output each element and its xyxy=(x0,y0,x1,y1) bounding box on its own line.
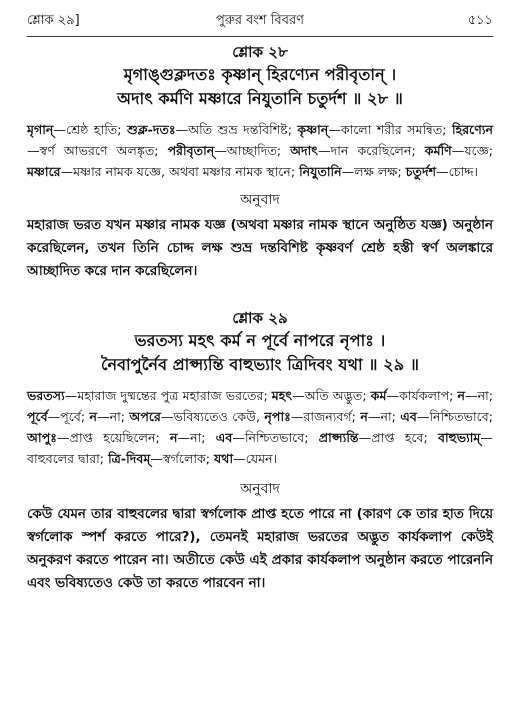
gloss-term: বাহুভ্যাম্ xyxy=(438,430,481,445)
gloss-meaning: —স্বর্গলোক; xyxy=(150,451,215,466)
gloss-term: নিযুতানি xyxy=(299,164,342,179)
gloss-term: মহৎ xyxy=(271,388,293,403)
gloss-term: ন xyxy=(360,409,368,424)
header-verse-ref: শ্লোক ২৯] xyxy=(27,13,80,28)
gloss-term: ন xyxy=(169,430,178,445)
gloss-term: যথা xyxy=(214,451,234,466)
gloss-meaning: —মষ্ণার নামক যজ্ঞে, অথবা মষ্ণার নামক স্থানে; xyxy=(60,164,300,179)
gloss-term: মৃগান্ xyxy=(27,122,54,137)
gloss-meaning: —না; xyxy=(367,409,401,424)
gloss-term: পূর্বে xyxy=(27,409,48,424)
gloss-meaning: —বাহুবলের দ্বারা; xyxy=(27,430,493,466)
gloss-term: ন xyxy=(457,388,465,403)
verse-28-title: শ্লোক ২৮ xyxy=(232,43,288,61)
gloss-meaning: —প্রাপ্ত হবে; xyxy=(358,430,439,445)
gloss-meaning: —না; xyxy=(465,388,494,403)
gloss-term: চতুর্দশ xyxy=(405,164,437,179)
gloss-meaning: —আচ্ছাদিত; xyxy=(214,143,291,158)
running-header xyxy=(27,10,493,32)
gloss-meaning: —না; xyxy=(177,430,216,445)
gloss-meaning: —নিশ্চিতভাবে; xyxy=(416,409,493,424)
gloss-term: এব xyxy=(215,430,233,445)
gloss-meaning: —মহারাজ দুষ্মন্তের পুত্র মহারাজ ভরতের; xyxy=(64,388,272,403)
gloss-meaning: —লক্ষ লক্ষ; xyxy=(341,164,406,179)
verse-28-line-1: মৃগাঙ্গুক্লদতঃ কৃষ্ণান্ হিরণ্যেন পরীবৃতান্ । xyxy=(123,65,397,84)
gloss-meaning: —চোদ্দ। xyxy=(436,164,479,179)
verse-29-word-meanings xyxy=(27,385,493,469)
verse-28-word-meanings xyxy=(27,119,493,182)
verse-29-line-2: নৈবাপুর্নৈব প্রাপ্স্যন্তি বাহুভ্যাং ত্রিদিবং যথা ॥ ২৯ ॥ xyxy=(100,355,420,374)
gloss-meaning: —প্রাপ্ত হয়েছিলেন; xyxy=(56,430,170,445)
gloss-meaning: —নিশ্চিতভাবে; xyxy=(232,430,319,445)
header-rule xyxy=(27,36,493,37)
verse-29-title: শ্লোক ২৯ xyxy=(232,309,288,327)
gloss-meaning: —রাজন্যবর্গ; xyxy=(290,409,361,424)
gloss-meaning: —দান করেছিলেন; xyxy=(318,143,425,158)
gloss-term: আপুঃ xyxy=(27,430,57,445)
gloss-meaning: —ভবিষ্যতেও কেউ, xyxy=(160,409,265,424)
gloss-meaning: —পূর্বে; xyxy=(47,409,90,424)
gloss-term: কর্মণি xyxy=(424,143,452,158)
verse-29-translation: কেউ যেমন তার বাহুবলের দ্বারা স্বর্গলোক প্রাপ্ত হতে পারে না (কারণ কে তার হাত দিয়ে স্বর্গলোক স্পর্শ করতে পারে?), তেমনই মহারাজ ভরতের অদ্ভুত কার্যকলাপ কেউই অনুকরণ করতে পারেন না। অতীতে কেউ এই প্রকার কার্যকলাপ অনুষ্ঠান করতে পারেননি এবং ভবিষ্যতেও কেউ তা করতে পারবেন না। xyxy=(27,507,493,591)
gloss-meaning: —অতি শুভ্র দন্তবিশিষ্ট; xyxy=(175,122,298,137)
gloss-meaning: —কালো শরীর সমন্বিত; xyxy=(328,122,452,137)
gloss-term: ভরতস্য xyxy=(27,388,65,403)
gloss-term: অদাৎ xyxy=(290,143,319,158)
gloss-term: প্রাপ্স্যন্তি xyxy=(318,430,359,445)
gloss-term: কর্ম xyxy=(370,388,387,403)
gloss-term: শুক্ল-দতঃ xyxy=(126,122,176,137)
gloss-term: পরীবৃতান্ xyxy=(167,143,215,158)
gloss-meaning: —যজ্ঞে; xyxy=(451,143,494,158)
gloss-meaning: —না; xyxy=(97,409,130,424)
gloss-term: এব xyxy=(400,409,417,424)
gloss-term: হিরণ্যেন xyxy=(452,122,493,137)
gloss-term: নৃপাঃ xyxy=(264,409,291,424)
gloss-term: মষ্ণারে xyxy=(27,164,61,179)
verse-29-translation-title: অনুবাদ xyxy=(240,481,280,497)
gloss-meaning: —যেমন। xyxy=(233,451,278,466)
gloss-term: অপরে xyxy=(129,409,161,424)
gloss-meaning: —স্বর্ণ আভরণে অলঙ্কৃত; xyxy=(27,143,168,158)
verse-28-translation-title: অনুবাদ xyxy=(240,192,280,208)
gloss-meaning: —অতি অদ্ভুত; xyxy=(292,388,371,403)
gloss-term: ত্রি-দিবম্ xyxy=(108,451,151,466)
page-number: ৫১১ xyxy=(467,13,493,28)
gloss-meaning: —শ্রেষ্ঠ হাতি; xyxy=(53,122,127,137)
header-chapter-title: পুরুর বংশ বিবরণ xyxy=(216,13,304,28)
gloss-term: ন xyxy=(89,409,98,424)
gloss-term: কৃষ্ণান্ xyxy=(297,122,329,137)
verse-28-translation: মহারাজ ভরত যখন মষ্ণার নামক যজ্ঞ (অথবা মষ্ণার নামক স্থানে অনুষ্ঠিত যজ্ঞ) অনুষ্ঠান করেছিলেন, তখন তিনি চোদ্দ লক্ষ শুভ্র দন্তবিশিষ্ট কৃষ্ণবর্ণ শ্রেষ্ঠ হস্তী স্বর্ণ অলঙ্কারে আচ্ছাদিত করে দান করেছিলেন। xyxy=(27,218,493,279)
verse-28-line-2: অদাৎ কর্মণি মষ্ণারে নিযুতানি চতুর্দশ ॥ ২৮ ॥ xyxy=(117,89,403,108)
gloss-meaning: —কার্যকলাপ; xyxy=(386,388,458,403)
verse-29-line-1: ভরতস্য মহৎ কর্ম ন পূর্বে নাপরে নৃপাঃ । xyxy=(134,331,386,350)
